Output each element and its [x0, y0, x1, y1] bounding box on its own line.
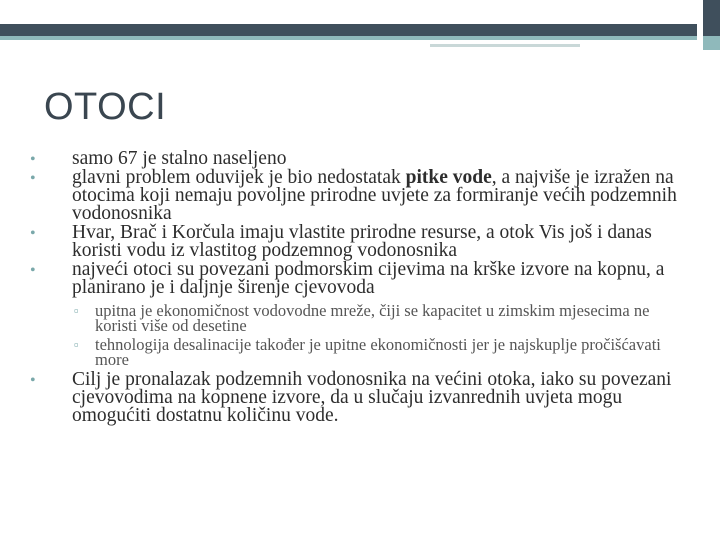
- bullet-text: najveći otoci su povezani podmorskim cijevima na krške izvore na kopnu, a planirano je i daljnje širenje cjevovoda: [72, 259, 665, 298]
- bullet-icon: •: [30, 170, 36, 187]
- bullet-text: , a najviše je izražen na otocima koji nemaju povoljne prirodne uvjete za formiranje većih podzemnih vodonosnika: [72, 167, 677, 224]
- square-bullet-icon: ▫: [74, 303, 79, 318]
- header-background: [0, 0, 720, 24]
- bullet-list: [24, 371, 684, 425]
- bullet-item: [24, 261, 684, 297]
- bullet-item: [24, 169, 684, 223]
- bullet-bold-text: pitke vode: [405, 167, 492, 188]
- slide-content: [24, 150, 684, 426]
- header-corner-teal: [703, 36, 720, 50]
- bullet-item: [24, 150, 684, 168]
- bullet-icon: •: [30, 225, 36, 242]
- bullet-item: [24, 371, 684, 425]
- header-corner-dark: [703, 0, 720, 36]
- slide-title: OTOCI: [44, 86, 167, 128]
- bullet-text: samo 67 je stalno naseljeno: [72, 148, 287, 169]
- square-bullet-icon: ▫: [74, 337, 79, 352]
- bullet-text: Cilj je pronalazak podzemnih vodonosnika na većini otoka, iako su povezani cjevovodima na kopnene izvore, da u slučaju izvanrednih uvjeta mogu omogućiti dostatnu količinu vode.: [72, 369, 672, 426]
- bullet-icon: •: [30, 151, 36, 168]
- header-accent-line: [430, 44, 580, 47]
- bullet-item: [24, 224, 684, 260]
- sub-bullet-text: tehnologija desalinacije također je upitne ekonomičnosti jer je najskuplje pročišćavati more: [95, 335, 661, 369]
- sub-bullet-text: upitna je ekonomičnost vodovodne mreže, čiji se kapacitet u zimskim mjesecima ne koristi više od desetine: [95, 301, 650, 335]
- sub-bullet-list: [24, 303, 684, 367]
- sub-bullet-item: [24, 303, 684, 333]
- bullet-icon: •: [30, 372, 36, 389]
- header-dark-bar: [0, 24, 697, 36]
- bullet-text: glavni problem oduvijek je bio nedostatak: [72, 167, 406, 188]
- bullet-icon: •: [30, 262, 36, 279]
- bullet-text: Hvar, Brač i Korčula imaju vlastite prirodne resurse, a otok Vis još i danas koristi vodu iz vlastitog podzemnog vodonosnika: [72, 222, 652, 261]
- header-teal-bar: [0, 36, 697, 40]
- bullet-list: [24, 150, 684, 297]
- sub-bullet-item: [24, 337, 684, 367]
